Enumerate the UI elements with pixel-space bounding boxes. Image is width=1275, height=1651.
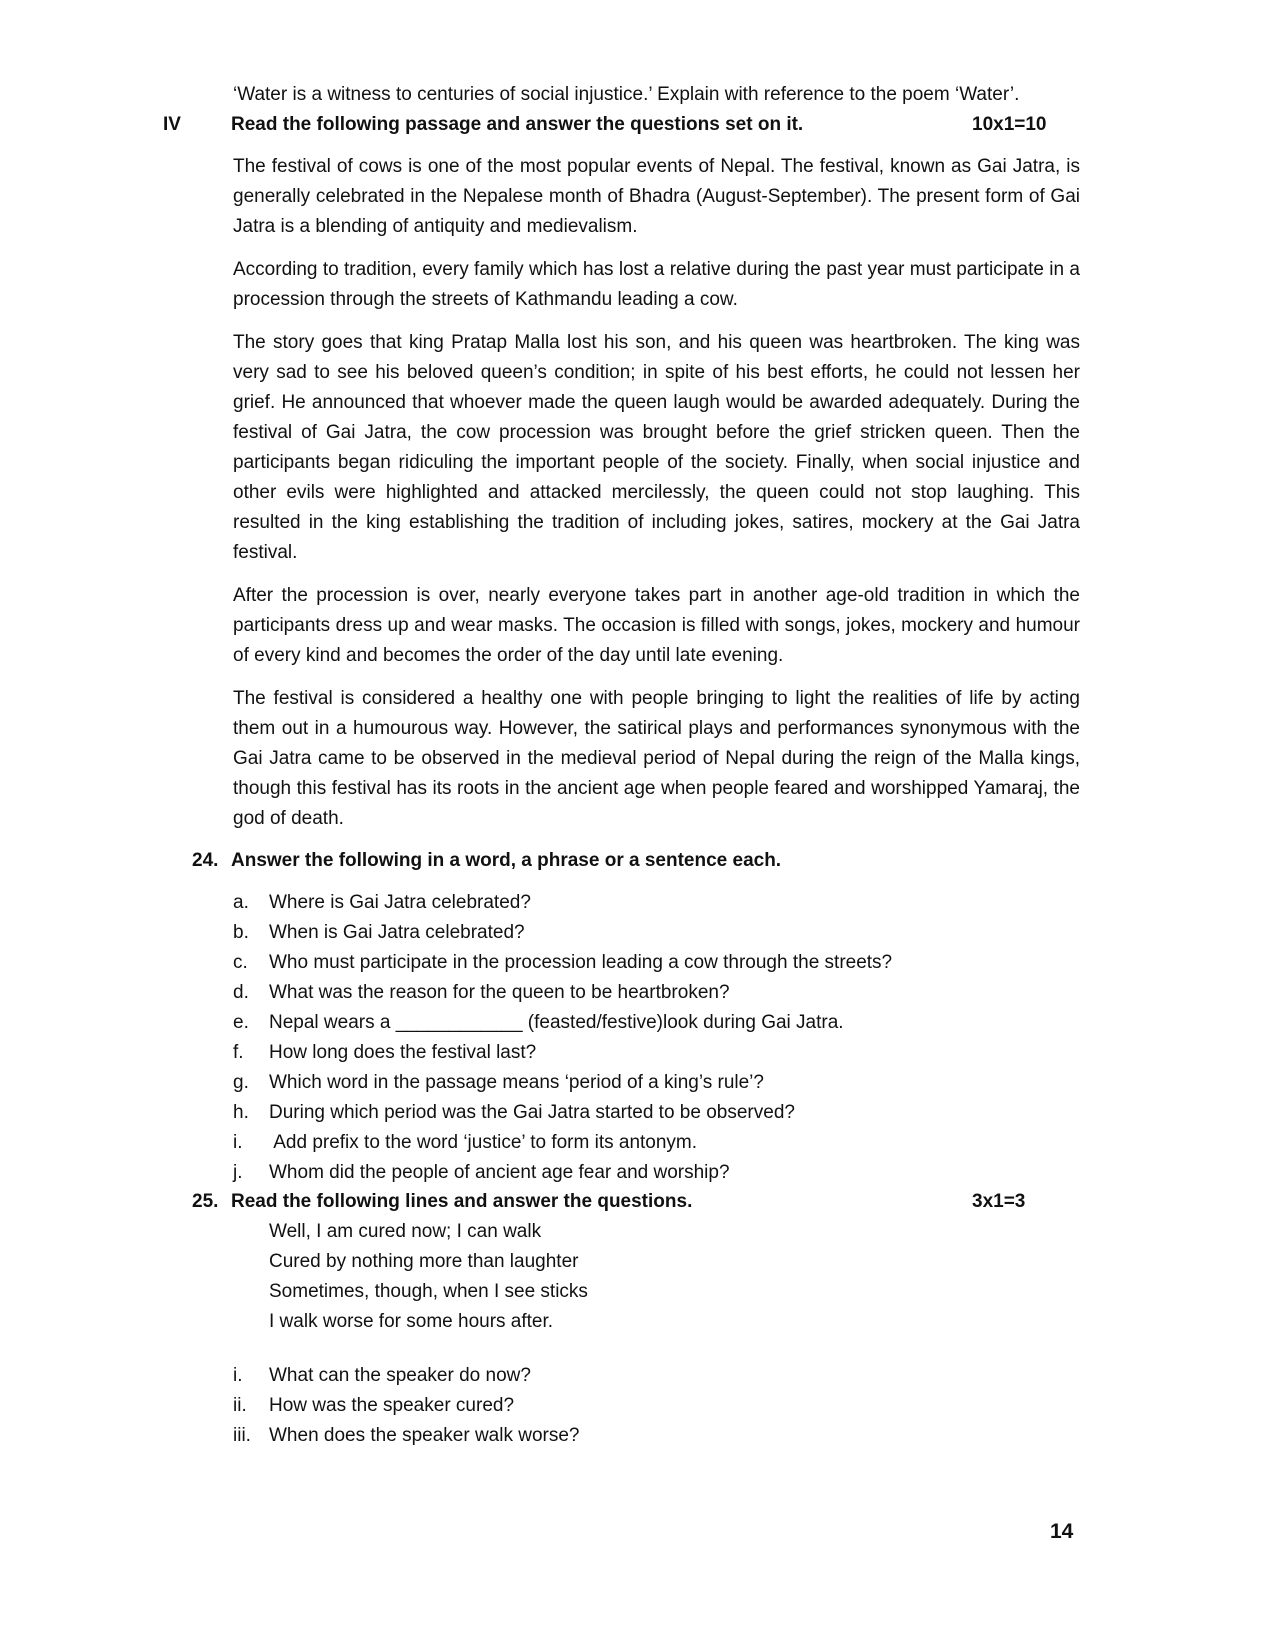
poem-line: Well, I am cured now; I can walk [269, 1221, 542, 1242]
q24-item-text: Whom did the people of ancient age fear and worship? [269, 1162, 730, 1183]
passage-paragraph-2: According to tradition, every family which has lost a relative during the past year must participate in a procession through the streets of Kathmandu leading a cow. [233, 259, 1080, 310]
q24-item-letter: j. [233, 1162, 243, 1183]
q25-item-numeral: i. [233, 1365, 243, 1386]
section-instruction: Read the following passage and answer the questions set on it. [231, 114, 804, 135]
q24-item-letter: i. [233, 1132, 243, 1153]
q24-item-text: How long does the festival last? [269, 1042, 537, 1063]
passage-paragraph-3: The story goes that king Pratap Malla lost his son, and his queen was heartbroken. The king was very sad to see his beloved queen’s condition; in spite of his best efforts, he could not lessen her grief. He announced that whoever made the queen laugh would be awarded adequately. During the festival of Gai Jatra, the cow procession was brought before the grief stricken queen. Then the participants began ridiculing the important people of the society. Finally, when social injustice and other evils were highlighted and attacked mercilessly, the queen could not stop laughing. This resulted in the king establishing the tradition of including jokes, satires, mockery at the Gai Jatra festival. [233, 332, 1080, 563]
q25-marks: 3x1=3 [972, 1191, 1026, 1212]
q24-item [233, 1070, 764, 1096]
q24-instruction: Answer the following in a word, a phrase or a sentence each. [231, 850, 782, 871]
q24-item-text: Add prefix to the word ‘justice’ to form its antonym. [269, 1132, 698, 1153]
q24-item [233, 1160, 730, 1186]
q24-number: 24. [192, 850, 219, 871]
q24-item-letter: b. [233, 922, 249, 943]
passage-paragraph-5: The festival is considered a healthy one with people bringing to light the realities of life by acting them out in a humourous way. However, the satirical plays and performances synonymous with the Gai Jatra came to be observed in the medieval period of Nepal during the reign of the Malla kings, though this festival has its roots in the ancient age when people feared and worshipped Yamaraj, the god of death. [233, 688, 1080, 829]
poem-line: Sometimes, though, when I see sticks [269, 1281, 588, 1302]
q24-item-letter: g. [233, 1072, 249, 1093]
q24-item [233, 1010, 844, 1036]
q24-item [233, 1130, 697, 1156]
q25-item-text: When does the speaker walk worse? [269, 1425, 580, 1446]
q25-item-text: What can the speaker do now? [269, 1365, 531, 1386]
q24-item-text: What was the reason for the queen to be heartbroken? [269, 982, 730, 1003]
passage-paragraph-4: After the procession is over, nearly everyone takes part in another age-old tradition in which the participants dress up and wear masks. The occasion is filled with songs, jokes, mockery and humour of every kind and becomes the order of the day until late evening. [233, 585, 1080, 666]
top-question-line: ‘Water is a witness to centuries of social injustice.’ Explain with reference to the poem ‘Water’. [233, 84, 1020, 105]
q24-item-text: Nepal wears a ____________ (feasted/festive)look during Gai Jatra. [269, 1012, 844, 1033]
q24-item-letter: h. [233, 1102, 249, 1123]
q24-item [233, 1040, 536, 1066]
q25-item-numeral: ii. [233, 1395, 247, 1416]
q24-item [233, 950, 892, 976]
page-number: 14 [1050, 1520, 1074, 1543]
q24-item-letter: d. [233, 982, 249, 1003]
section-marks: 10x1=10 [972, 114, 1047, 135]
q24-item [233, 920, 525, 946]
q25-item-numeral: iii. [233, 1425, 251, 1446]
q25-item-text: How was the speaker cured? [269, 1395, 515, 1416]
q25-item [233, 1363, 531, 1389]
q25-instruction: Read the following lines and answer the questions. [231, 1191, 693, 1212]
q24-item-letter: e. [233, 1012, 249, 1033]
q25-item [233, 1393, 514, 1419]
q24-item [233, 980, 730, 1006]
q24-item [233, 890, 531, 916]
q25-item [233, 1423, 580, 1449]
q24-item-letter: f. [233, 1042, 244, 1063]
q24-item-text: Which word in the passage means ‘period of a king’s rule’? [269, 1072, 764, 1093]
q24-item-text: Who must participate in the procession leading a cow through the streets? [269, 952, 893, 973]
q24-item-text: Where is Gai Jatra celebrated? [269, 892, 531, 913]
poem-line: Cured by nothing more than laughter [269, 1251, 579, 1272]
q25-number: 25. [192, 1191, 219, 1212]
q24-item-letter: a. [233, 892, 249, 913]
q24-item-letter: c. [233, 952, 248, 973]
passage-paragraph-1: The festival of cows is one of the most popular events of Nepal. The festival, known as Gai Jatra, is generally celebrated in the Nepalese month of Bhadra (August-September). The present form of Gai Jatra is a blending of antiquity and medievalism. [233, 156, 1080, 237]
poem-line: I walk worse for some hours after. [269, 1311, 554, 1332]
q24-item-text: When is Gai Jatra celebrated? [269, 922, 525, 943]
q24-item [233, 1100, 795, 1126]
section-number: IV [163, 114, 181, 135]
q24-item-text: During which period was the Gai Jatra started to be observed? [269, 1102, 795, 1123]
